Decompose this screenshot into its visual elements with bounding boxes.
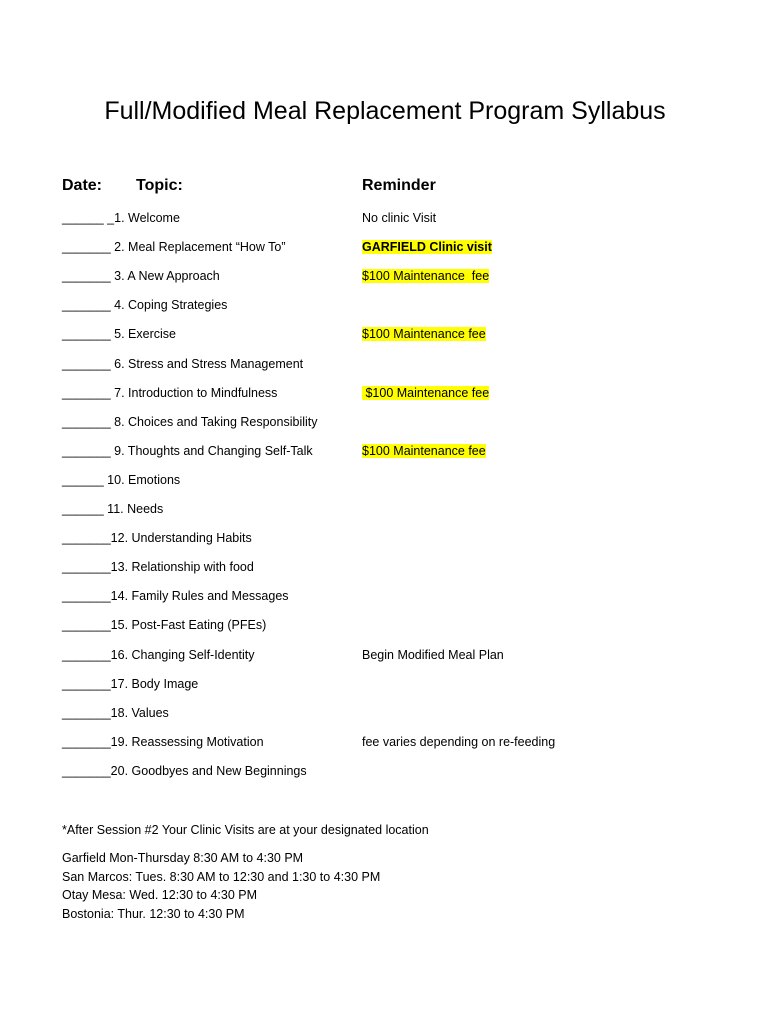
syllabus-row xyxy=(0,615,770,635)
syllabus-row xyxy=(0,354,770,374)
session-reminder xyxy=(362,645,504,665)
reminder-text: $100 Maintenance fee xyxy=(362,327,486,342)
syllabus-row xyxy=(0,674,770,694)
session-date-topic: _______19. Reassessing Motivation xyxy=(62,734,264,749)
session-date-topic: ______ 11. Needs xyxy=(62,502,164,516)
syllabus-row xyxy=(0,208,770,228)
clinic-location-line: Bostonia: Thur. 12:30 to 4:30 PM xyxy=(62,907,245,922)
reminder-text: No clinic Visit xyxy=(362,211,437,225)
syllabus-row xyxy=(0,732,770,752)
syllabus-row xyxy=(0,645,770,665)
session-date-topic: _______14. Family Rules and Messages xyxy=(62,589,289,604)
session-date-topic: _______ 5. Exercise xyxy=(62,327,176,342)
page-title: Full/Modified Meal Replacement Program Syllabus xyxy=(104,97,666,125)
session-date-topic: _______ 7. Introduction to Mindfulness xyxy=(62,385,278,400)
session-date-topic: _______15. Post-Fast Eating (PFEs) xyxy=(62,618,267,633)
session-date-topic: _______20. Goodbyes and New Beginnings xyxy=(62,763,307,778)
reminder-text: GARFIELD Clinic visit xyxy=(362,240,492,255)
session-date-topic: _______ 2. Meal Replacement “How To” xyxy=(62,240,286,255)
reminder-text: $100 Maintenance fee xyxy=(362,269,490,284)
syllabus-row xyxy=(0,266,770,286)
session-reminder xyxy=(362,324,486,344)
clinic-location-note: *After Session #2 Your Clinic Visits are at your designated location xyxy=(62,823,429,837)
syllabus-row xyxy=(0,557,770,577)
session-reminder xyxy=(362,266,489,286)
syllabus-row xyxy=(0,703,770,723)
session-reminder xyxy=(362,383,489,403)
session-date-topic: _______ 9. Thoughts and Changing Self-Talk xyxy=(62,443,313,458)
syllabus-row xyxy=(0,528,770,548)
session-reminder xyxy=(362,208,436,228)
syllabus-row xyxy=(0,470,770,490)
syllabus-row xyxy=(0,412,770,432)
session-date-topic: _______16. Changing Self-Identity xyxy=(62,647,255,662)
reminder-text: Begin Modified Meal Plan xyxy=(362,647,504,662)
syllabus-row xyxy=(0,586,770,606)
session-date-topic: ______ 10. Emotions xyxy=(62,472,181,487)
syllabus-row xyxy=(0,761,770,781)
reminder-column-header: Reminder xyxy=(362,177,436,194)
session-date-topic: _______ 6. Stress and Stress Management xyxy=(62,356,304,371)
session-date-topic: _______13. Relationship with food xyxy=(62,560,254,575)
reminder-text: $100 Maintenance fee xyxy=(362,385,490,400)
reminder-text: $100 Maintenance fee xyxy=(362,443,486,458)
clinic-location-line: San Marcos: Tues. 8:30 AM to 12:30 and 1:30 to 4:30 PM xyxy=(62,869,381,884)
reminder-text: fee varies depending on re-feeding xyxy=(362,734,556,749)
topic-column-header: Topic: xyxy=(136,177,183,194)
session-date-topic: _______12. Understanding Habits xyxy=(62,531,252,546)
syllabus-row xyxy=(0,441,770,461)
syllabus-row xyxy=(0,324,770,344)
syllabus-row xyxy=(0,237,770,257)
session-date-topic: _______ 3. A New Approach xyxy=(62,269,220,284)
clinic-location-line: Garfield Mon-Thursday 8:30 AM to 4:30 PM xyxy=(62,851,304,865)
syllabus-row xyxy=(0,383,770,403)
session-date-topic: _______ 8. Choices and Taking Responsibility xyxy=(62,414,318,429)
session-reminder xyxy=(362,732,555,752)
session-date-topic: _______ 4. Coping Strategies xyxy=(62,298,228,313)
session-date-topic: ______ _1. Welcome xyxy=(62,211,180,225)
date-column-header: Date: xyxy=(62,177,103,194)
session-date-topic: _______17. Body Image xyxy=(62,676,199,691)
session-date-topic: _______18. Values xyxy=(62,705,169,720)
session-reminder xyxy=(362,237,492,257)
syllabus-row xyxy=(0,295,770,315)
syllabus-row xyxy=(0,499,770,519)
session-reminder xyxy=(362,441,486,461)
clinic-location-line: Otay Mesa: Wed. 12:30 to 4:30 PM xyxy=(62,888,258,903)
